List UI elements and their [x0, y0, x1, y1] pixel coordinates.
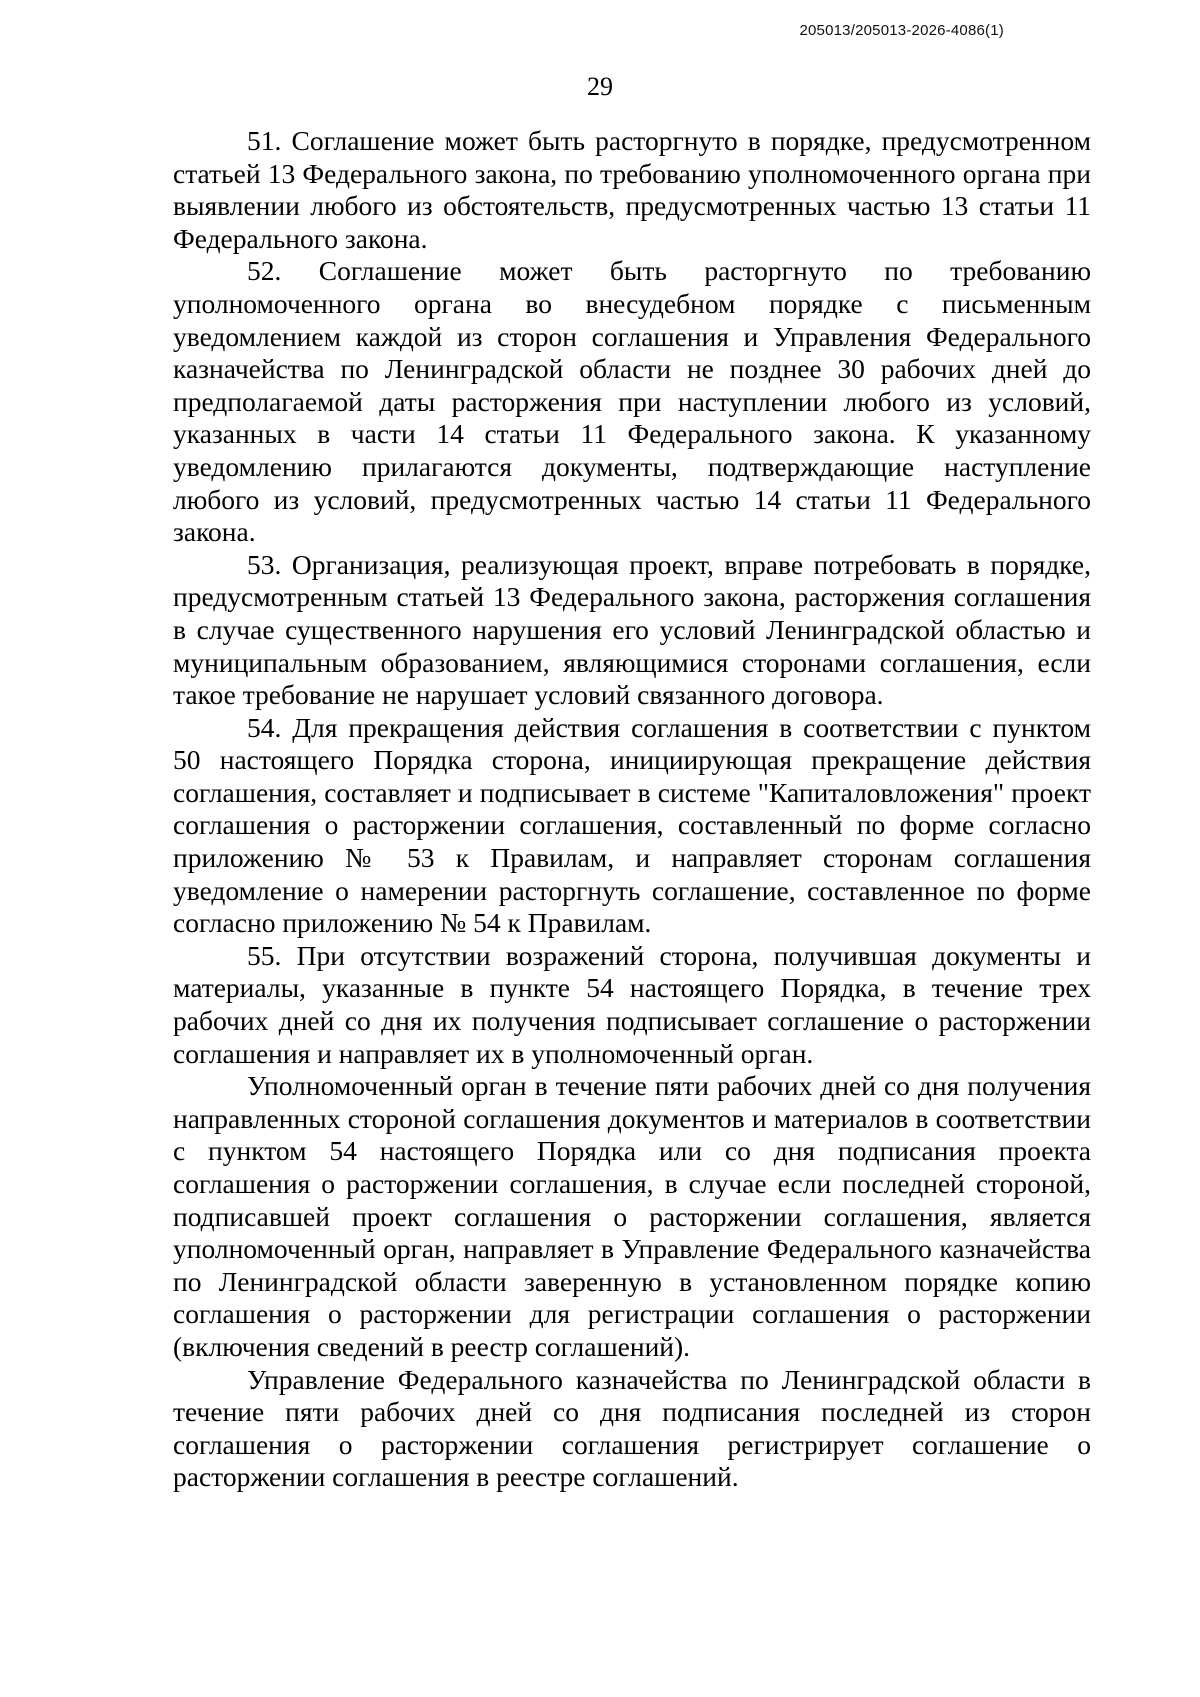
paragraph-52: 52. Соглашение может быть расторгнуто по требованию уполномоченного органа во внесудебном порядке с письменным уведомлением каждой из сторон соглашения и Управления Федерального казначейства по Ленинградской области не позднее 30 рабочих дней до предполагаемой даты расторжения при наступлении любого из условий, указанных в части 14 статьи 11 Федерального закона. К указанному уведомлению прилагаются документы, подтверждающие наступление любого из условий, предусмотренных частью 14 статьи 11 Федерального закона.	[173, 255, 1091, 548]
paragraph-53: 53. Организация, реализующая проект, вправе потребовать в порядке, предусмотренным статьей 13 Федерального закона, расторжения соглашения в случае существенного нарушения его условий Ленинградской областью и муниципальным образованием, являющимися сторонами соглашения, если такое требование не нарушает условий связанного договора.	[173, 548, 1091, 711]
paragraph-55: 55. При отсутствии возражений сторона, получившая документы и материалы, указанные в пункте 54 настоящего Порядка, в течение трех рабочих дней со дня их получения подписывает соглашение о расторжении соглашения и направляет их в уполномоченный орган.	[173, 939, 1091, 1069]
paragraph-55-treasury: Управление Федерального казначейства по Ленинградской области в течение пяти рабочих дней со дня подписания последней из сторон соглашения о расторжении соглашения регистрирует соглашение о расторжении соглашения в реестре соглашений.	[173, 1363, 1091, 1493]
paragraph-51: 51. Соглашение может быть расторгнуто в порядке, предусмотренном статьей 13 Федерального закона, по требованию уполномоченного органа при выявлении любого из обстоятельств, предусмотренных частью 13 статьи 11 Федерального закона.	[173, 125, 1091, 254]
paragraph-54: 54. Для прекращения действия соглашения в соответствии с пунктом 50 настоящего Порядка сторона, инициирующая прекращение действия соглашения, составляет и подписывает в системе "Капиталовложения" проект соглашения о расторжении соглашения, составленный по форме согласно приложению № 53 к Правилам, и направляет сторонам соглашения уведомление о намерении расторгнуть соглашение, составленное по форме согласно приложению № 54 к Правилам.	[173, 711, 1091, 939]
paragraph-55-authorized-body: Уполномоченный орган в течение пяти рабочих дней со дня получения направленных стороной соглашения документов и материалов в соответствии с пунктом 54 настоящего Порядка или со дня подписания проекта соглашения о расторжении соглашения, в случае если последней стороной, подписавшей проект соглашения о расторжении соглашения, является уполномоченный орган, направляет в Управление Федерального казначейства по Ленинградской области заверенную в установленном порядке копию соглашения о расторжении для регистрации соглашения о расторжении (включения сведений в реестр соглашений).	[173, 1070, 1091, 1362]
document-registration-number: 205013/205013-2026-4086(1)	[799, 22, 1004, 39]
document-body	[173, 125, 1091, 1494]
page-number: 29	[587, 72, 613, 101]
